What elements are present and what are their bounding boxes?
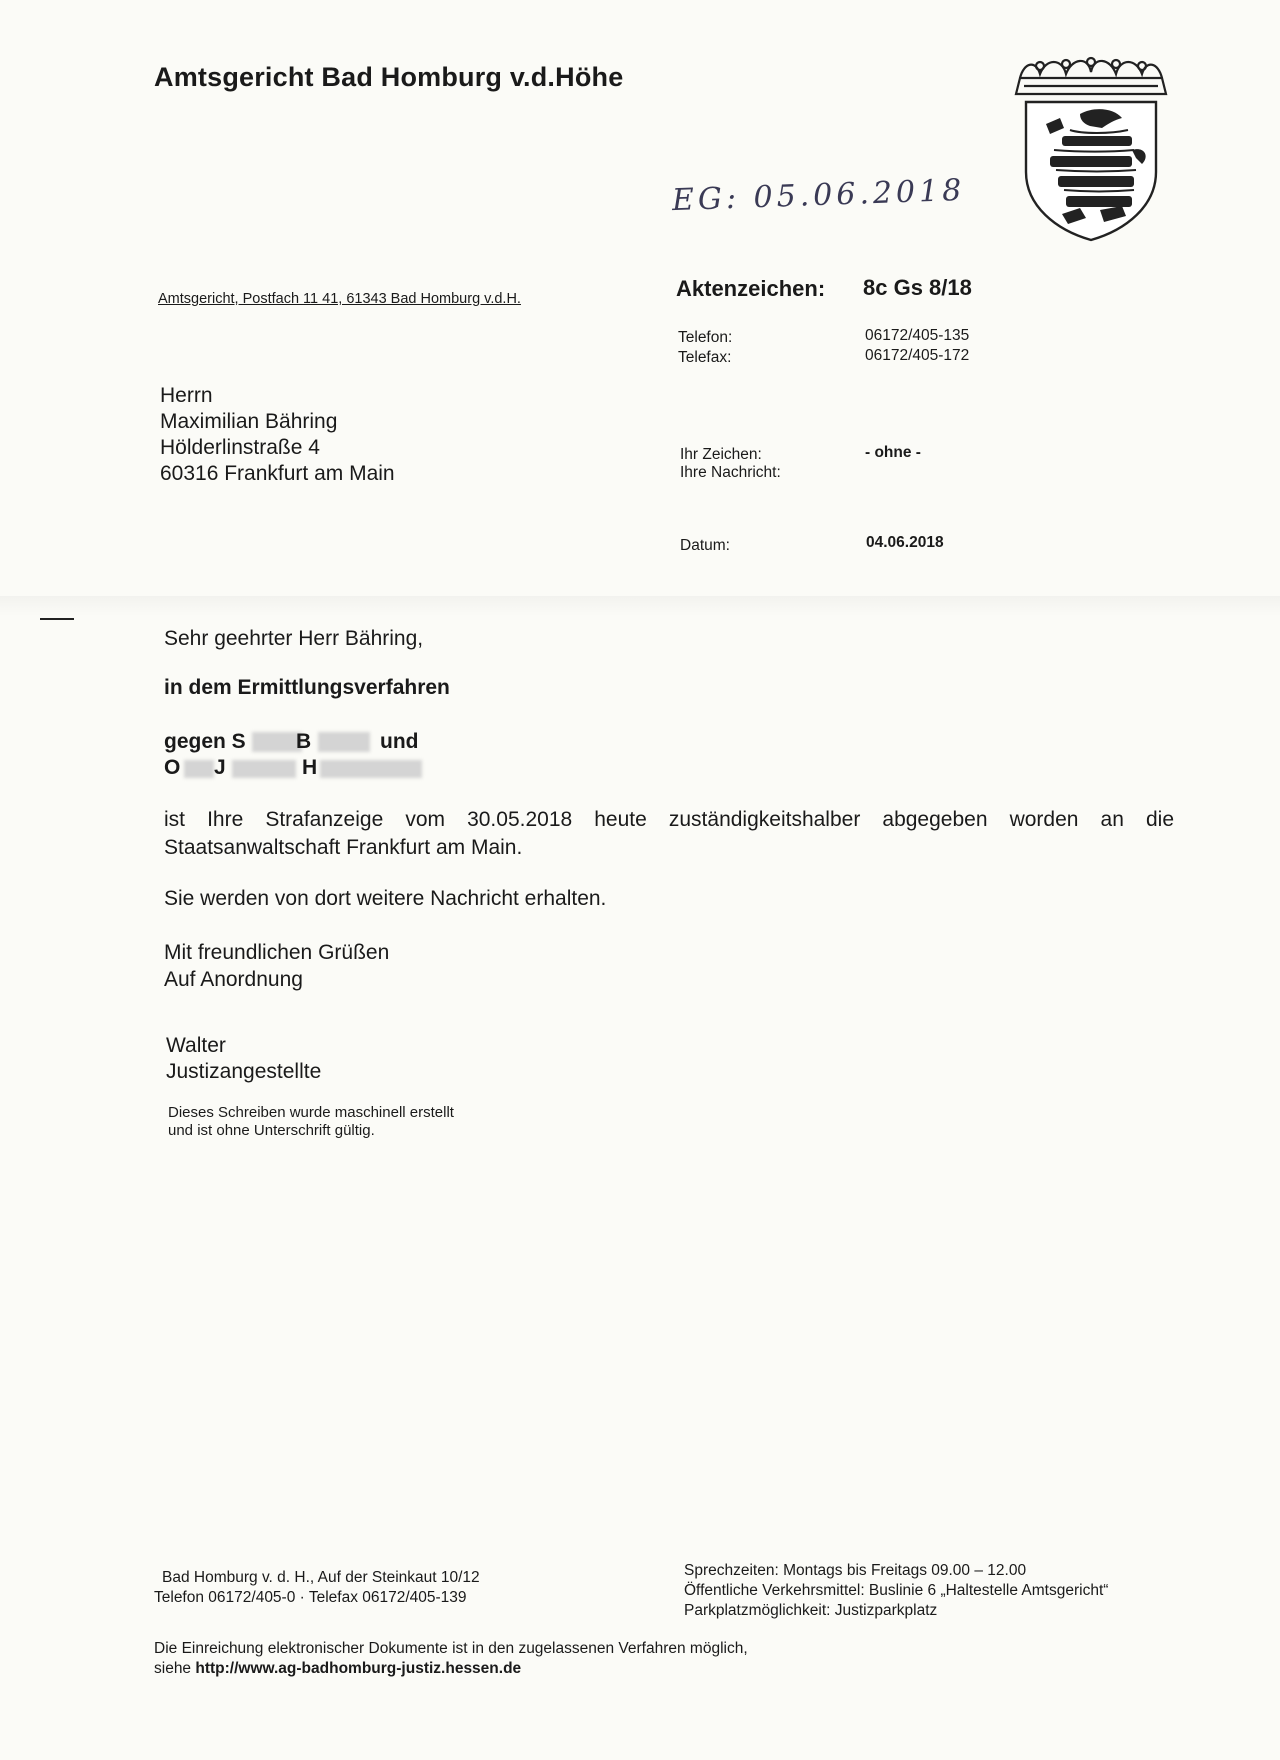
- datum-label: Datum:: [680, 537, 730, 554]
- telefon-label: Telefon:: [678, 329, 733, 346]
- telefax-value: 06172/405-172: [865, 347, 970, 364]
- ihr-zeichen-label: Ihr Zeichen:: [680, 446, 762, 463]
- gegen-prefix: gegen S: [164, 730, 246, 753]
- footer-parking: Parkplatzmöglichkeit: Justizparkplatz: [684, 1602, 938, 1619]
- aktenzeichen-value: 8c Gs 8/18: [863, 275, 972, 300]
- signer-title: Justizangestellte: [166, 1060, 322, 1083]
- closing-greeting: Mit freundlichen Grüßen: [164, 941, 390, 964]
- footer-hours: Sprechzeiten: Montags bis Freitags 09.00 – 12.00: [684, 1562, 1027, 1579]
- telefax-label: Telefax:: [678, 349, 732, 366]
- recipient-city: 60316 Frankfurt am Main: [160, 462, 395, 485]
- footer-address: Bad Homburg v. d. H., Auf der Steinkaut 10/12: [162, 1569, 480, 1586]
- redaction: [184, 760, 214, 778]
- second-party-middle: J: [214, 756, 226, 779]
- footer-electronic-note: Die Einreichung elektronischer Dokumente ist in den zugelassenen Verfahren möglich,: [154, 1640, 748, 1657]
- return-address: Amtsgericht, Postfach 11 41, 61343 Bad Homburg v.d.H.: [158, 291, 521, 307]
- redaction: [232, 760, 296, 778]
- paper-fold: [0, 596, 1280, 616]
- closing-order: Auf Anordnung: [164, 968, 303, 991]
- datum-value: 04.06.2018: [866, 534, 944, 551]
- recipient-street: Hölderlinstraße 4: [160, 436, 320, 459]
- recipient-salutation: Herrn: [160, 384, 213, 407]
- redaction: [320, 760, 422, 778]
- ihre-nachricht-label: Ihre Nachricht:: [680, 464, 781, 481]
- redaction: [252, 732, 302, 752]
- footer-website-line: [154, 1660, 521, 1678]
- salutation: Sehr geehrter Herr Bähring,: [164, 627, 424, 650]
- hessen-coat-of-arms-icon: [1010, 54, 1172, 244]
- footer-transport: Öffentliche Verkehrsmittel: Buslinie 6 „Haltestelle Amtsgericht“: [684, 1582, 1109, 1599]
- recipient-name: Maximilian Bähring: [160, 410, 338, 433]
- main-paragraph: ist Ihre Strafanzeige vom 30.05.2018 heute zuständigkeitshalber abgegeben worden an die Staatsanwaltschaft Frankfurt am Main.: [164, 808, 1174, 859]
- fold-mark: [40, 618, 74, 620]
- gegen-und: und: [380, 730, 419, 753]
- footer-phone: Telefon 06172/405-0 · Telefax 06172/405-139: [154, 1589, 467, 1606]
- subject-line: in dem Ermittlungsverfahren: [164, 676, 450, 699]
- followup-text: Sie werden von dort weitere Nachricht erhalten.: [164, 887, 607, 910]
- gegen-mid: B: [296, 730, 312, 753]
- redaction: [318, 732, 370, 752]
- ihr-zeichen-value: - ohne -: [865, 444, 921, 461]
- aktenzeichen-label: Aktenzeichen:: [676, 276, 826, 301]
- second-party-initial: O: [164, 756, 181, 779]
- footer-website-prefix: siehe: [154, 1660, 196, 1677]
- second-party-last: H: [302, 756, 318, 779]
- received-date-handwritten: EG: 05.06.2018: [671, 172, 966, 219]
- telefon-value: 06172/405-135: [865, 327, 970, 344]
- footer-website-link[interactable]: http://www.ag-badhomburg-justiz.hessen.de: [195, 1660, 522, 1677]
- court-name: Amtsgericht Bad Homburg v.d.Höhe: [154, 62, 624, 92]
- machine-notice-line2: und ist ohne Unterschrift gültig.: [168, 1122, 375, 1139]
- machine-notice-line1: Dieses Schreiben wurde maschinell erstellt: [168, 1104, 454, 1121]
- signer-name: Walter: [166, 1034, 226, 1057]
